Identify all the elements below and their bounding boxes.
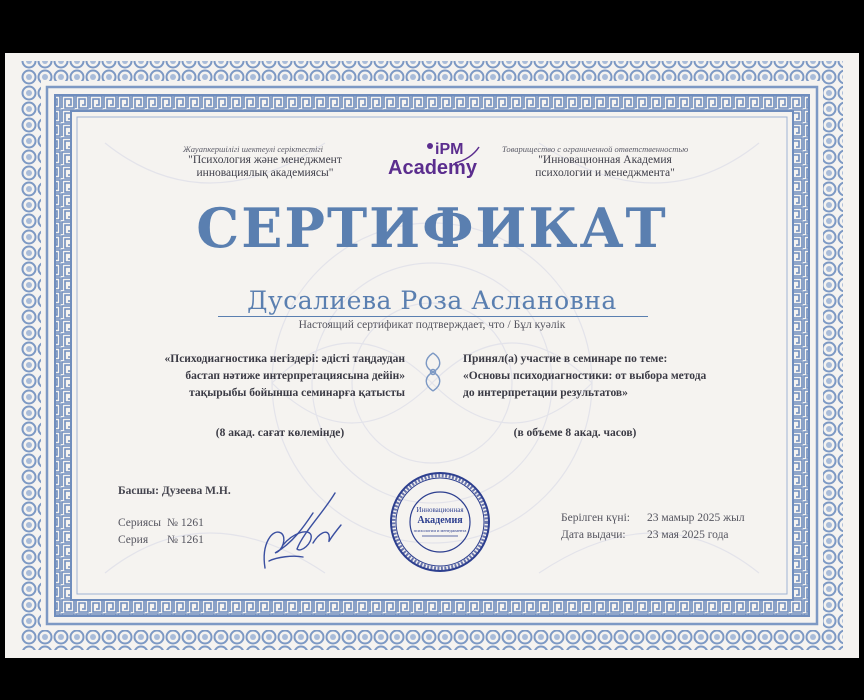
series-kz-label: Сериясы [118,517,161,529]
recipient-name: Дусалиева Роза Аслановна [247,286,617,315]
seal-line1: Инновационная [416,506,464,514]
issued-ru-label: Дата выдачи: [561,529,626,541]
right-block-line3: до интерпретации результатов» [463,387,628,399]
issued-ru-value: 23 мая 2025 года [647,529,729,541]
confirm-text: Настоящий сертификат подтверждает, что / Бұл куәлік [298,319,566,331]
right-block-volume: (в объеме 8 акад. часов) [513,427,637,439]
issued-kz-label: Берілген күні: [561,512,630,524]
handwritten-signature [253,473,353,573]
center-flourish-icon [422,351,444,393]
header-right-line2: психологии и менеджмента" [535,167,675,179]
right-block-line1: Принял(а) участие в семинаре по теме: [463,353,668,365]
header-left-line1: "Психология және менеджмент [188,154,342,166]
official-seal [388,470,492,574]
right-block-line2: «Основы психодиагностики: от выбора метода [463,370,707,382]
logo-line2: Academy [388,157,477,179]
left-block-line2: бастап нәтиже интерпретациясына дейін» [185,370,405,382]
issued-kz-value: 23 мамыр 2025 жыл [647,512,745,524]
header-left-line2: инновациялық академиясы" [196,167,334,179]
certificate-title: СЕРТИФИКАТ [196,196,668,260]
series-ru-label: Серия [118,534,149,546]
header-left-small: Жауапкершілігі шектеулі серіктестігі [183,144,323,154]
logo-line1: iPM [435,141,464,158]
left-block-line1: «Психодиагностика негіздері: әдісті таңдаудан [164,353,405,365]
series-kz-value: № 1261 [167,517,204,529]
header-right-small: Товарищество с ограниченной ответственностью [502,144,689,154]
name-underline [218,316,648,317]
seal-line3: психологии и менеджмента [413,528,467,533]
director-name: Басшы: Дузеева М.Н. [118,485,231,497]
header-right-line1: "Инновационная Академия [538,154,672,166]
ipm-academy-logo [383,139,493,185]
certificate [5,53,859,658]
series-ru-value: № 1261 [167,534,204,546]
seal-line2: Академия [417,515,463,526]
left-block-line3: тақырыбы бойынша семинарға қатысты [189,387,405,399]
left-block-volume: (8 акад. сағат көлемінде) [215,427,345,439]
